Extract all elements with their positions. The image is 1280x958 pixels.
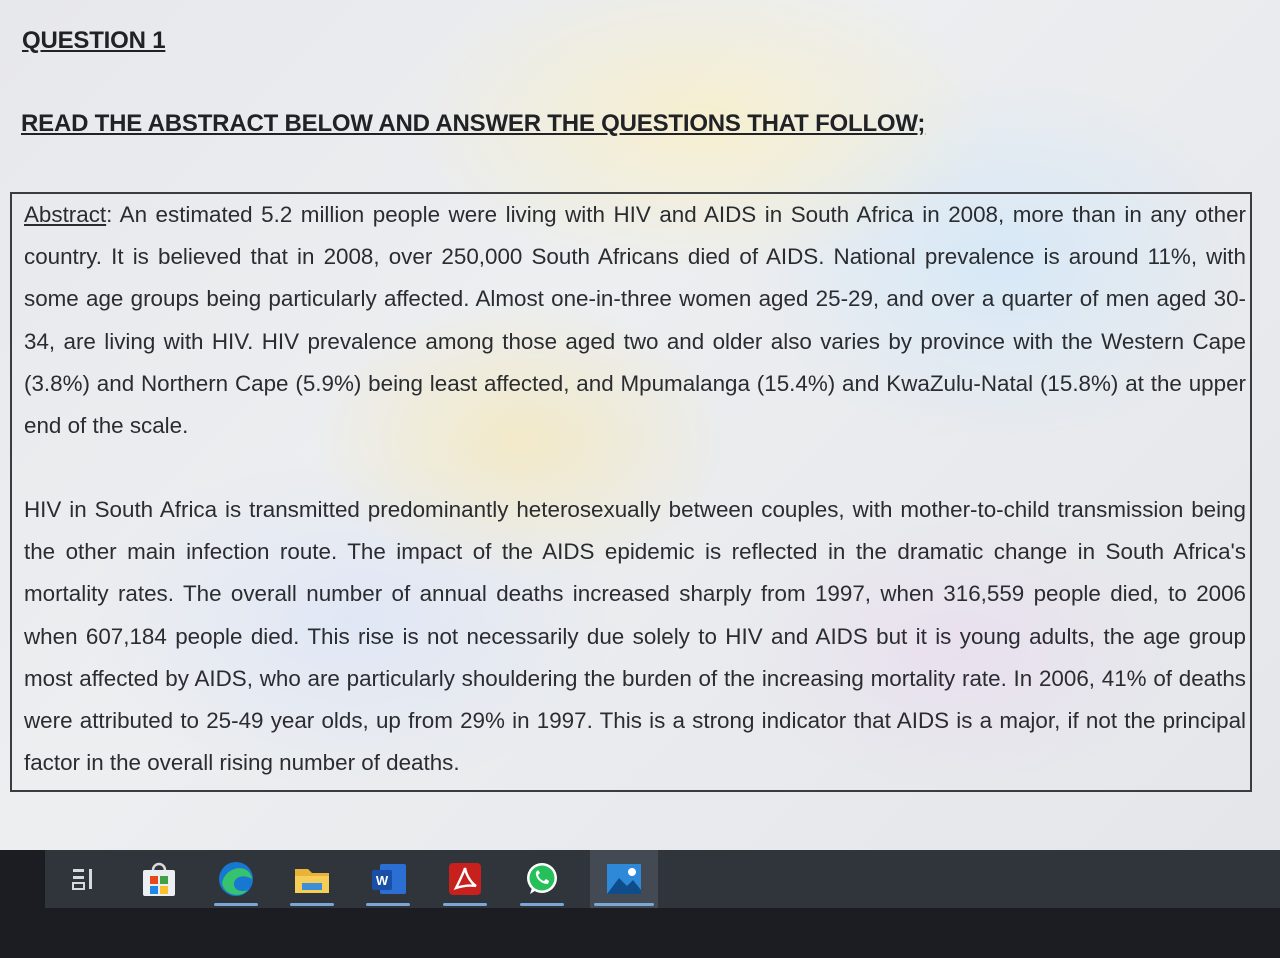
word-letter: W bbox=[375, 873, 389, 888]
task-view-button[interactable] bbox=[55, 850, 115, 908]
file-explorer-running-indicator bbox=[290, 903, 334, 906]
photos-icon bbox=[604, 860, 644, 898]
edge-running-indicator bbox=[214, 903, 258, 906]
task-view-icon bbox=[71, 866, 99, 892]
word-running-indicator bbox=[366, 903, 410, 906]
photos-button[interactable] bbox=[590, 850, 658, 908]
acrobat-running-indicator bbox=[443, 903, 487, 906]
file-explorer-button[interactable] bbox=[282, 850, 342, 908]
acrobat-button[interactable] bbox=[435, 850, 495, 908]
whatsapp-button[interactable] bbox=[512, 850, 572, 908]
whatsapp-icon bbox=[522, 859, 562, 899]
taskbar bbox=[45, 850, 1280, 908]
abstract-label: Abstract bbox=[24, 202, 107, 227]
question-instruction: READ THE ABSTRACT BELOW AND ANSWER THE QUESTIONS THAT FOLLOW; bbox=[21, 110, 926, 137]
abstract-paragraph-1-text: : An estimated 5.2 million people were living with HIV and AIDS in South Africa in 2008, more than in any other country. It is believed that in 2008, over 250,000 South Africans died of AIDS. National prevalence is around 11%, with some age groups being particularly affected. Almost one-in-three women aged 25-29, and over a quarter of men aged 30-34, are living with HIV. HIV prevalence among those aged two and older also varies by province with the Western Cape (3.8%) and Northern Cape (5.9%) being least affected, and Mpumalanga (15.4%) and KwaZulu-Natal (15.8%) at the upper end of the scale. bbox=[24, 202, 1246, 439]
file-explorer-icon bbox=[292, 861, 332, 897]
store-icon bbox=[140, 861, 178, 897]
abstract-box bbox=[10, 192, 1252, 792]
whatsapp-running-indicator bbox=[520, 903, 564, 906]
abstract-paragraph-1 bbox=[24, 194, 1246, 447]
acrobat-icon bbox=[446, 860, 484, 898]
store-button[interactable] bbox=[129, 850, 189, 908]
abstract-paragraph-2: HIV in South Africa is transmitted predominantly heterosexually between couples, with mother-to-child transmission being the other main infection route. The impact of the AIDS epidemic is reflected in the dramatic change in South Africa's mortality rates. The overall number of annual deaths increased sharply from 1997, when 316,559 people died, to 2006 when 607,184 people died. This rise is not necessarily due solely to HIV and AIDS but it is young adults, the age group most affected by AIDS, who are particularly shouldering the burden of the increasing mortality rate. In 2006, 41% of deaths were attributed to 25-49 year olds, up from 29% in 1997. This is a strong indicator that AIDS is a major, if not the principal factor in the overall rising number of deaths. bbox=[24, 497, 1246, 776]
edge-button[interactable] bbox=[206, 850, 266, 908]
photos-running-indicator bbox=[594, 903, 654, 906]
word-button[interactable] bbox=[358, 850, 418, 908]
question-title: QUESTION 1 bbox=[22, 27, 166, 54]
word-icon bbox=[368, 860, 408, 898]
edge-icon bbox=[216, 859, 256, 899]
